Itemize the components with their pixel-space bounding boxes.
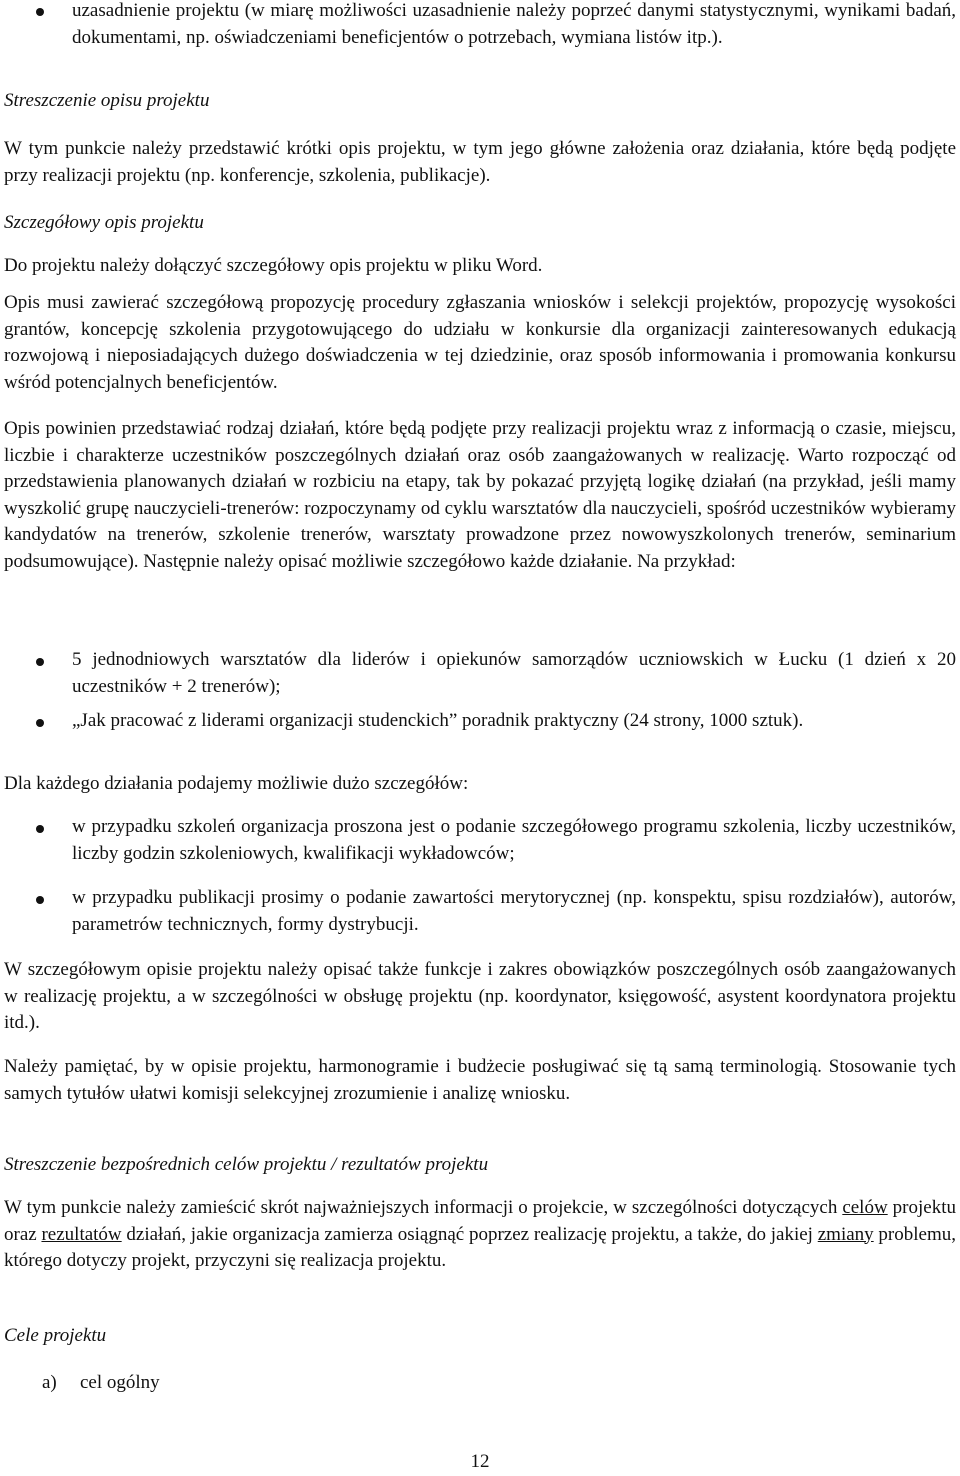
detailed-paragraph-5: W szczegółowym opisie projektu należy opisać także funkcje i zakres obowiązków poszczególnych osób zaangażowanych w realizację projektu, a w szczególności w obsługę projektu (np. koordynator, księgowość, asystent koordynatora projektu itd.).	[4, 959, 956, 1033]
bullet-icon	[36, 8, 44, 16]
summary-heading: Streszczenie opisu projektu	[4, 90, 210, 111]
top-bullet-text: uzasadnienie projektu (w miarę możliwości uzasadnienie należy poprzeć danymi statystycznymi, wynikami badań, dokumentami, np. oświadczeniami beneficjentów o potrzebach, wymiana listów itp.).	[72, 0, 956, 48]
example-bullet-1: 5 jednodniowych warsztatów dla liderów i opiekunów samorządów uczniowskich w Łucku (1 dzień x 20 uczestników + 2 trenerów);	[72, 649, 956, 697]
goals-summary-text-part3: działań, jakie organizacja zamierza osiągnąć poprzez realizację projektu, a także, do jakiej	[121, 1223, 818, 1245]
goals-item	[0, 1370, 960, 1398]
goals-heading: Cele projektu	[4, 1325, 107, 1346]
goals-summary-text-part4: problemu, którego dotyczy projekt, przyczyni się realizacja projektu.	[4, 1223, 957, 1271]
summary-paragraph: W tym punkcie należy przedstawić krótki opis projektu, w tym jego główne założenia oraz działania, które będą podjęte przy realizacji projektu (np. konferencje, szkolenia, publikacje).	[4, 138, 956, 186]
bullet-icon	[36, 896, 44, 904]
goals-item-text: cel ogólny	[80, 1372, 160, 1393]
bullet-icon	[36, 658, 44, 666]
bullet-icon	[36, 825, 44, 833]
underlined-word-cele: celów	[842, 1197, 888, 1218]
detailed-paragraph-1: Do projektu należy dołączyć szczegółowy opis projektu w pliku Word.	[4, 255, 543, 276]
detailed-paragraph-4: Dla każdego działania podajemy możliwie dużo szczegółów:	[4, 773, 469, 794]
detail-bullet-2: w przypadku publikacji prosimy o podanie zawartości merytorycznej (np. konspektu, spisu rozdziałów), autorów, parametrów technicznych, formy dystrybucji.	[72, 887, 956, 935]
detailed-heading: Szczegółowy opis projektu	[4, 212, 204, 233]
goals-summary-text-part2: projektu oraz	[4, 1197, 956, 1245]
detailed-paragraph-2: Opis musi zawierać szczegółową propozycję procedury zgłaszania wniosków i selekcji projektów, propozycję wysokości grantów, koncepcję szkolenia przygotowującego do udziału w konkursie dla organizacji zainteresowanych edukacją rozwojową i nieposiadających dużego doświadczenia w tej dziedzinie, oraz sposób informowania i promowania konkursu wśród potencjalnych beneficjentów.	[4, 292, 956, 393]
underlined-word-zmiany: zmiany	[817, 1223, 874, 1245]
detailed-paragraph-3: Opis powinien przedstawiać rodzaj działań, które będą podjęte przy realizacji projektu wraz z informacją o czasie, miejscu, liczbie i charakterze uczestników poszczególnych działań oraz osób zaangażowanych w realizację. Warto rozpocząć od przedstawienia planowanych działań w rozbiciu na etapy, tak by pokazać przyjętą logikę działań (na przykład, jeśli mamy wyszkolić grupę nauczycieli-trenerów: rozpoczynamy od cyklu warsztatów dla nauczycieli, spośród uczestników wybieramy kandydatów na trenerów, szkolenie trenerów, warsztaty prowadzone przez nowowyszkolonych trenerów, seminarium podsumowujące). Następnie należy opisać możliwie szczegółowo każde działanie. Na przykład:	[4, 418, 956, 572]
detailed-paragraph-6: Należy pamiętać, by w opisie projektu, harmonogramie i budżecie posługiwać się tą samą terminologią. Stosowanie tych samych tytułów ułatwi komisji selekcyjnej zrozumienie i analizę wniosku.	[4, 1056, 956, 1104]
detail-bullet-1: w przypadku szkoleń organizacja proszona jest o podanie szczegółowego programu szkolenia, liczby uczestników, liczby godzin szkoleniowych, kwalifikacji wykładowców;	[72, 816, 956, 864]
underlined-word-rezultaty: rezultatów	[41, 1223, 122, 1245]
page-number: 12	[470, 1451, 490, 1472]
goals-summary-heading: Streszczenie bezpośrednich celów projektu / rezultatów projektu	[4, 1154, 489, 1175]
bullet-icon	[36, 719, 44, 727]
example-bullet-2: „Jak pracować z liderami organizacji studenckich” poradnik praktyczny (24 strony, 1000 sztuk).	[72, 710, 804, 731]
goals-item-label: a)	[42, 1372, 57, 1393]
goals-summary-text-part1: W tym punkcie należy zamieścić skrót najważniejszych informacji o projekcie, w szczególności dotyczących	[4, 1197, 843, 1218]
goals-summary-paragraph	[4, 1195, 956, 1275]
